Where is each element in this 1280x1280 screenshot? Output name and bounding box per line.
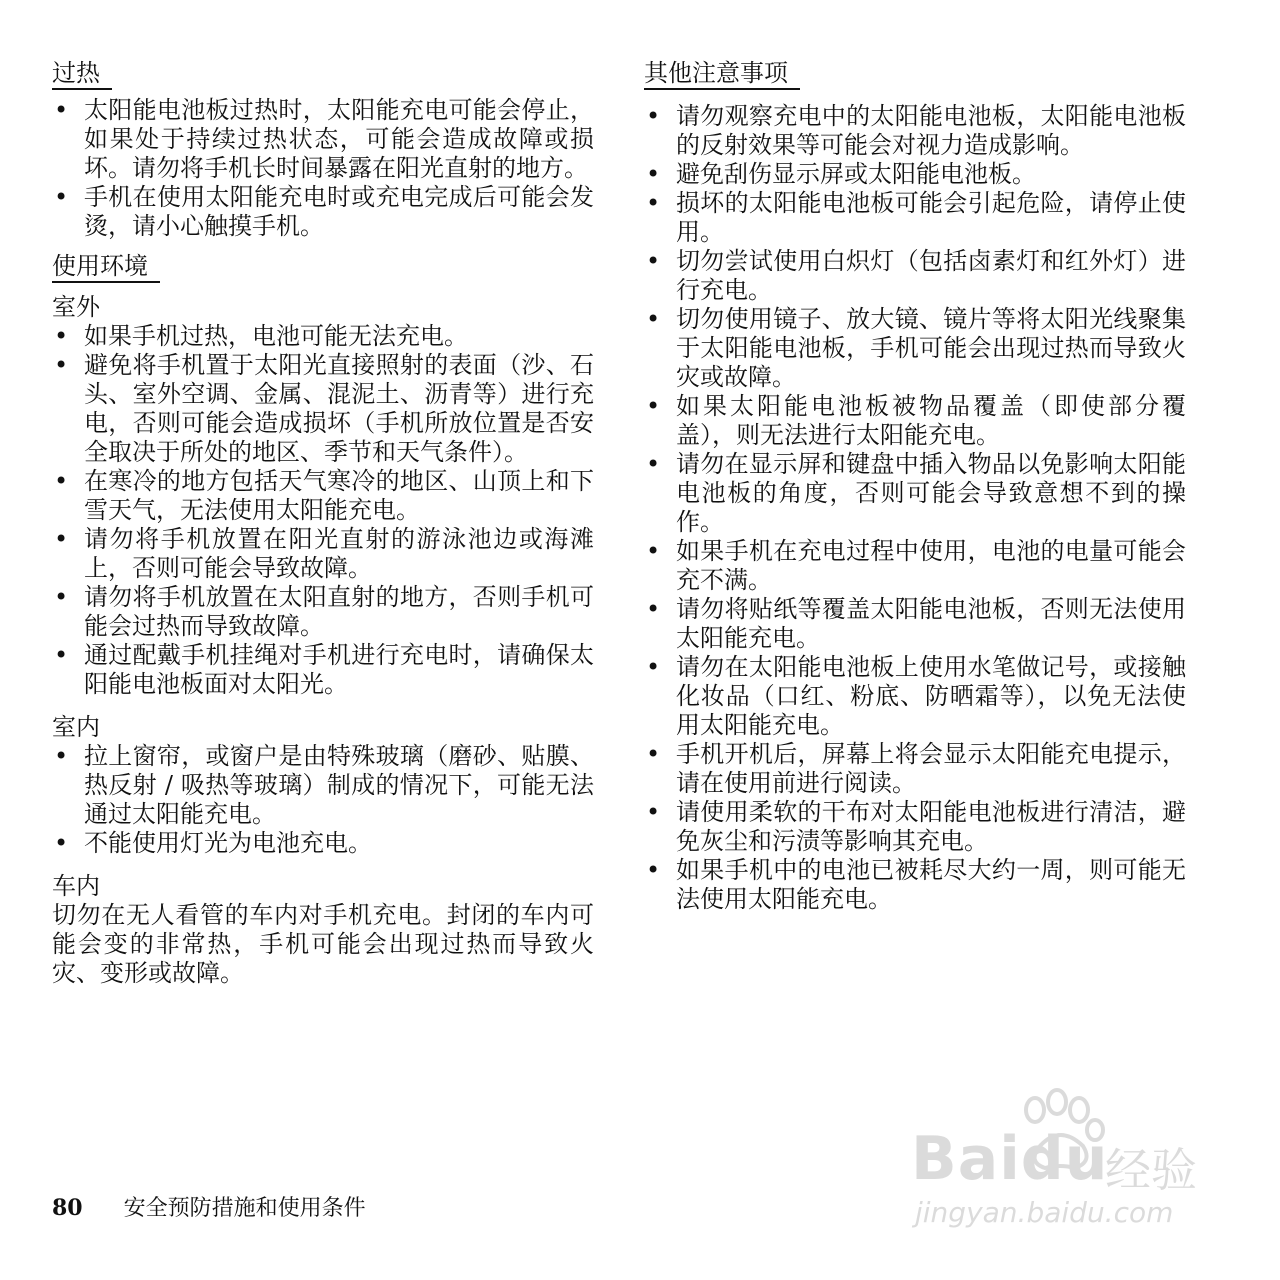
list-item: • 手机在使用太阳能充电时或充电完成后可能会发烫，请小心触摸手机。 bbox=[52, 183, 594, 241]
other-list bbox=[644, 102, 1186, 914]
watermark-logo bbox=[905, 1088, 1205, 1238]
sub-heading-indoor: 室内 bbox=[52, 713, 100, 741]
list-item: • 如果手机在充电过程中使用，电池的电量可能会充不满。 bbox=[644, 537, 1186, 595]
list-item: • 请勿将手机放置在阳光直射的游泳池边或海滩上，否则可能会导致故障。 bbox=[52, 525, 594, 583]
list-item: • 损坏的太阳能电池板可能会引起危险，请停止使用。 bbox=[644, 189, 1186, 247]
list-item: • 切勿尝试使用白炽灯（包括卤素灯和红外灯）进行充电。 bbox=[644, 247, 1186, 305]
list-item: • 如果太阳能电池板被物品覆盖（即使部分覆盖），则无法进行太阳能充电。 bbox=[644, 392, 1186, 450]
list-item: • 请勿在太阳能电池板上使用水笔做记号，或接触化妆品（口红、粉底、防晒霜等），以免无法使用太阳能充电。 bbox=[644, 653, 1186, 740]
list-item: • 请勿将贴纸等覆盖太阳能电池板，否则无法使用太阳能充电。 bbox=[644, 595, 1186, 653]
list-item: • 请勿观察充电中的太阳能电池板，太阳能电池板的反射效果等可能会对视力造成影响。 bbox=[644, 102, 1186, 160]
list-item: • 请勿将手机放置在太阳直射的地方，否则手机可能会过热而导致故障。 bbox=[52, 583, 594, 641]
outdoor-list bbox=[52, 322, 594, 699]
section-heading-environment: 使用环境 bbox=[52, 251, 160, 283]
list-item: • 手机开机后，屏幕上将会显示太阳能充电提示，请在使用前进行阅读。 bbox=[644, 740, 1186, 798]
overheat-list bbox=[52, 96, 594, 241]
page-footer bbox=[52, 1194, 366, 1223]
footer-title: 安全预防措施和使用条件 bbox=[123, 1196, 366, 1221]
list-item: • 在寒冷的地方包括天气寒冷的地区、山顶上和下雪天气，无法使用太阳能充电。 bbox=[52, 467, 594, 525]
section-heading-overheat: 过热 bbox=[52, 58, 112, 90]
car-paragraph: 切勿在无人看管的车内对手机充电。封闭的车内可能会变的非常热，手机可能会出现过热而导致火灾、变形或故障。 bbox=[52, 901, 594, 987]
watermark-brand: Baidu bbox=[911, 1124, 1109, 1194]
list-item: • 通过配戴手机挂绳对手机进行充电时，请确保太阳能电池板面对太阳光。 bbox=[52, 641, 594, 699]
page-number: 80 bbox=[52, 1195, 83, 1221]
sub-heading-car: 车内 bbox=[52, 872, 100, 900]
list-item: • 避免将手机置于太阳光直接照射的表面（沙、石头、室外空调、金属、混泥土、沥青等）进行充电，否则可能会造成损坏（手机所放位置是否安全取决于所处的地区、季节和天气条件）。 bbox=[52, 351, 594, 467]
list-item: • 切勿使用镜子、放大镜、镜片等将太阳光线聚集于太阳能电池板，手机可能会出现过热而导致火灾或故障。 bbox=[644, 305, 1186, 392]
list-item: • 拉上窗帘，或窗户是由特殊玻璃（磨砂、贴膜、热反射 / 吸热等玻璃）制成的情况下，可能无法通过太阳能充电。 bbox=[52, 742, 594, 829]
watermark-cn: 经验 bbox=[1105, 1143, 1197, 1197]
list-item: • 不能使用灯光为电池充电。 bbox=[52, 829, 594, 858]
list-item: • 避免刮伤显示屏或太阳能电池板。 bbox=[644, 160, 1186, 189]
list-item: • 请勿在显示屏和键盘中插入物品以免影响太阳能电池板的角度，否则可能会导致意想不到的操作。 bbox=[644, 450, 1186, 537]
list-item: • 请使用柔软的干布对太阳能电池板进行清洁，避免灰尘和污渍等影响其充电。 bbox=[644, 798, 1186, 856]
sub-heading-outdoor: 室外 bbox=[52, 293, 100, 321]
list-item: • 如果手机过热，电池可能无法充电。 bbox=[52, 322, 594, 351]
watermark-url: jingyan.baidu.com bbox=[915, 1196, 1174, 1229]
list-item: • 如果手机中的电池已被耗尽大约一周，则可能无法使用太阳能充电。 bbox=[644, 856, 1186, 914]
right-column bbox=[644, 58, 1186, 918]
list-item: • 太阳能电池板过热时，太阳能充电可能会停止，如果处于持续过热状态，可能会造成故障或损坏。请勿将手机长时间暴露在阳光直射的地方。 bbox=[52, 96, 594, 183]
section-heading-other: 其他注意事项 bbox=[644, 58, 800, 90]
indoor-list bbox=[52, 742, 594, 858]
left-column bbox=[52, 58, 594, 988]
